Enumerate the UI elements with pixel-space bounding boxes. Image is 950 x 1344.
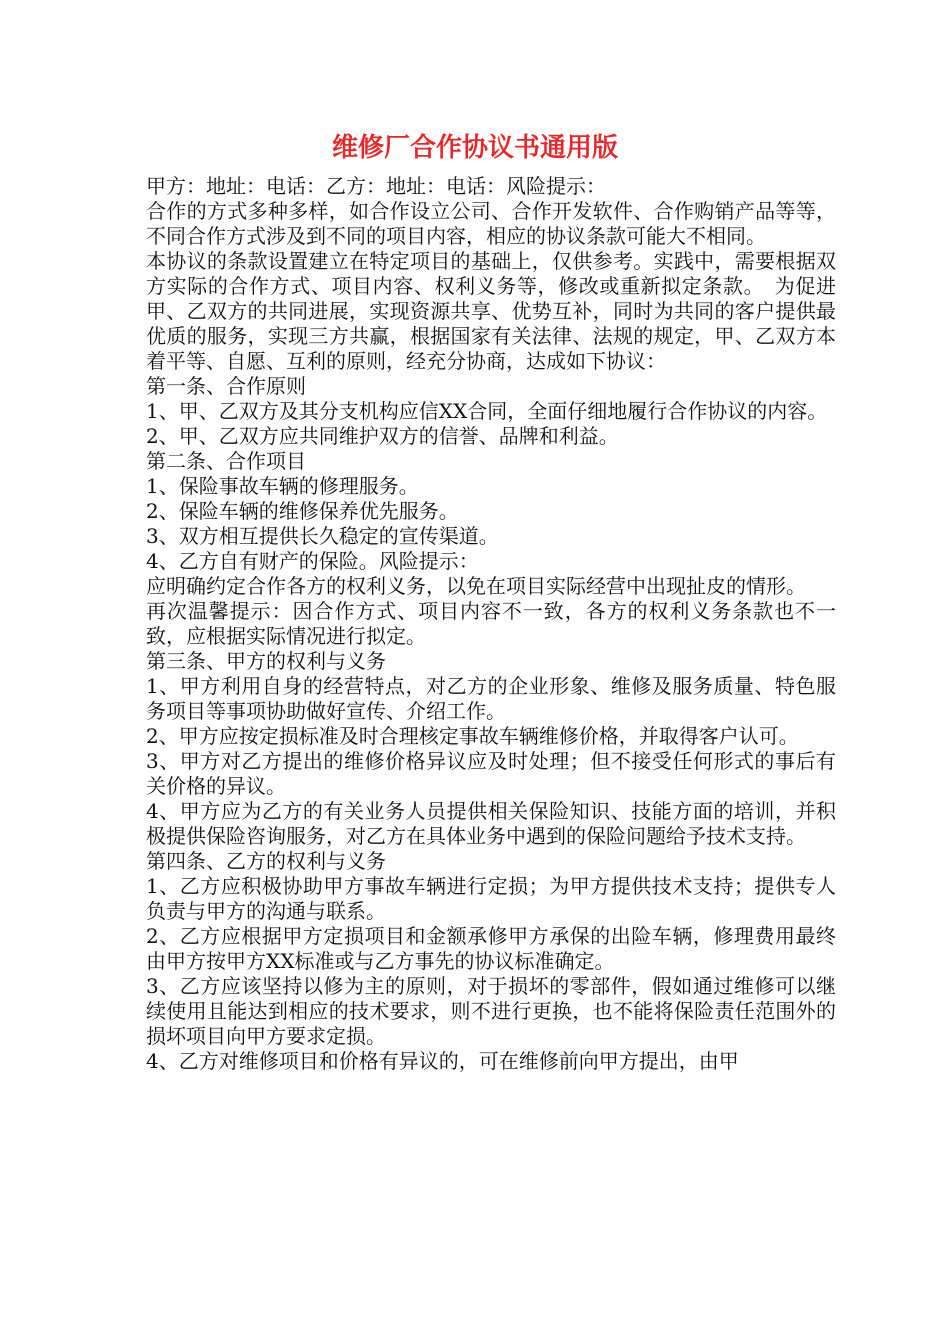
- risk-note-rights-obligations: 应明确约定合作各方的权利义务，以免在项目实际经营中出现扯皮的情形。: [146, 574, 806, 598]
- article-4-item-2: 2、乙方应根据甲方定损项目和金额承修甲方承保的出险车辆，修理费用最终由甲方按甲方XX标准或与乙方事先的协议标准确定。: [146, 924, 836, 973]
- article-4-item-4: 4、乙方对维修项目和价格有异议的，可在维修前向甲方提出，由甲: [146, 1049, 739, 1073]
- reminder-note: 再次温馨提示：因合作方式、项目内容不一致，各方的权利义务条款也不一致，应根据实际情况进行拟定。: [146, 599, 836, 648]
- article-4-heading: 第四条、乙方的权利与义务: [146, 849, 386, 873]
- paragraph-preamble: 本协议的条款设置建立在特定项目的基础上，仅供参考。实践中，需要根据双方实际的合作方式、项目内容、权利义务等，修改或重新拟定条款。 为促进甲、乙双方的共同进展，实现资源共享、优势互补，同时为共同的客户提供最优质的服务，实现三方共赢，根据国家有关法律、法规的规定，甲、乙双方本着平等、自愿、互利的原则，经充分协商，达成如下协议：: [146, 249, 836, 373]
- article-4-item-3: 3、乙方应该坚持以修为主的原则，对于损坏的零部件，假如通过维修可以继续使用且能达到相应的技术要求，则不进行更换，也不能将保险责任范围外的损坏项目向甲方要求定损。: [146, 974, 836, 1048]
- article-3-heading: 第三条、甲方的权利与义务: [146, 649, 386, 673]
- article-3-item-3: 3、甲方对乙方提出的维修价格异议应及时处理；但不接受任何形式的事后有关价格的异议。: [146, 749, 836, 798]
- article-2-item-1: 1、保险事故车辆的修理服务。: [146, 474, 419, 498]
- article-3-item-4: 4、甲方应为乙方的有关业务人员提供相关保险知识、技能方面的培训，并积极提供保险咨询服务，对乙方在具体业务中遇到的保险问题给予技术支持。: [146, 799, 836, 848]
- article-3-item-1: 1、甲方利用自身的经营特点，对乙方的企业形象、维修及服务质量、特色服务项目等事项协助做好宣传、介绍工作。: [146, 674, 836, 723]
- document-title: 维修厂合作协议书通用版: [331, 133, 618, 163]
- article-1-heading: 第一条、合作原则: [146, 374, 306, 398]
- article-2-item-2: 2、保险车辆的维修保养优先服务。: [146, 499, 459, 523]
- article-1-item-2: 2、甲、乙双方应共同维护双方的信誉、品牌和利益。: [146, 424, 619, 448]
- paragraph-parties: 甲方：地址：电话：乙方：地址：电话：风险提示：: [146, 174, 606, 198]
- article-3-item-2: 2、甲方应按定损标准及时合理核定事故车辆维修价格，并取得客户认可。: [146, 724, 799, 748]
- article-2-heading: 第二条、合作项目: [146, 449, 306, 473]
- article-1-item-1: 1、甲、乙双方及其分支机构应信XX合同，全面仔细地履行合作协议的内容。: [146, 399, 828, 423]
- paragraph-risk-note-cooperation-modes: 合作的方式多种多样，如合作设立公司、合作开发软件、合作购销产品等等，不同合作方式涉及到不同的项目内容，相应的协议条款可能大不相同。: [146, 199, 836, 248]
- article-2-item-4: 4、乙方自有财产的保险。风险提示：: [146, 549, 479, 573]
- article-4-item-1: 1、乙方应积极协助甲方事故车辆进行定损；为甲方提供技术支持；提供专人负责与甲方的沟通与联系。: [146, 874, 836, 923]
- article-2-item-3: 3、双方相互提供长久稳定的宣传渠道。: [146, 524, 499, 548]
- document-body: [146, 174, 836, 1074]
